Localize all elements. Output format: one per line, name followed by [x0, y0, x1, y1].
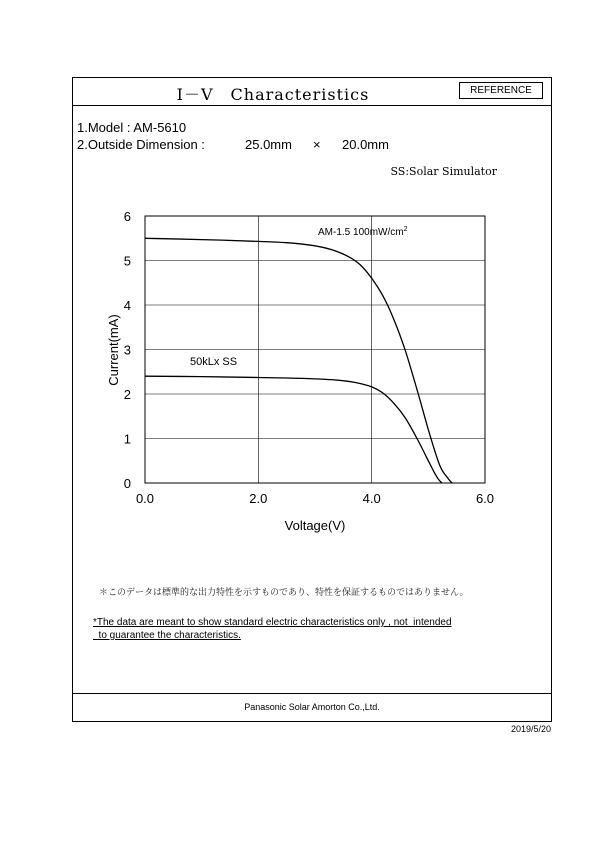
- chart-grid: [145, 216, 485, 483]
- series-label-am15: AM-1.5 $100mW/cm^2$: [318, 226, 408, 238]
- dimension-times: ×: [313, 137, 321, 152]
- footer-row: [73, 693, 551, 721]
- x-tick-label: 4.0: [362, 491, 381, 506]
- x-tick-label: 0.0: [135, 491, 155, 506]
- disclaimer-line-1: *The data are meant to show standard electric characteristics only , not intended: [93, 617, 452, 628]
- x-tick-label: 2.0: [249, 491, 268, 506]
- y-tick-label: 1: [123, 431, 131, 447]
- y-axis-label: Current(mA): [106, 314, 121, 386]
- japanese-disclaimer: ＊このデータは標準的な出力特性を示すものであり、特性を保証するものではありません。: [99, 587, 469, 597]
- datasheet-frame: [72, 77, 552, 722]
- x-axis-label: Voltage(V): [284, 518, 346, 533]
- reference-badge: REFERENCE: [459, 82, 543, 99]
- y-tick-label: 2: [123, 387, 131, 402]
- page-title: Ⅰ－Ⅴ Characteristics: [176, 85, 370, 104]
- issue-date: 2019/5/20: [510, 724, 551, 734]
- x-tick-label: 6.0: [475, 491, 495, 506]
- disclaimer-line-2: to guarantee the characteristics.: [93, 630, 241, 641]
- dimension-width: 25.0mm: [245, 137, 292, 152]
- y-tick-label: 4: [123, 298, 131, 313]
- model-spec: 1.Model : AM-5610: [77, 120, 187, 135]
- company-name: Panasonic Solar Amorton Co.,Ltd.: [244, 702, 380, 712]
- dimension-height: 20.0mm: [342, 137, 389, 152]
- series-label-50klx: 50kLx SS: [190, 356, 238, 368]
- dimension-label: 2.Outside Dimension :: [77, 137, 205, 152]
- series-line-50klx: [145, 376, 442, 483]
- english-disclaimer: [93, 616, 452, 642]
- y-tick-label: 6: [123, 209, 131, 224]
- y-tick-label: 5: [123, 253, 131, 269]
- iv-chart: [73, 78, 551, 578]
- solar-simulator-note: SS:Solar Simulator: [390, 165, 497, 178]
- y-tick-label: 3: [123, 342, 131, 358]
- y-tick-label: 0: [123, 476, 131, 491]
